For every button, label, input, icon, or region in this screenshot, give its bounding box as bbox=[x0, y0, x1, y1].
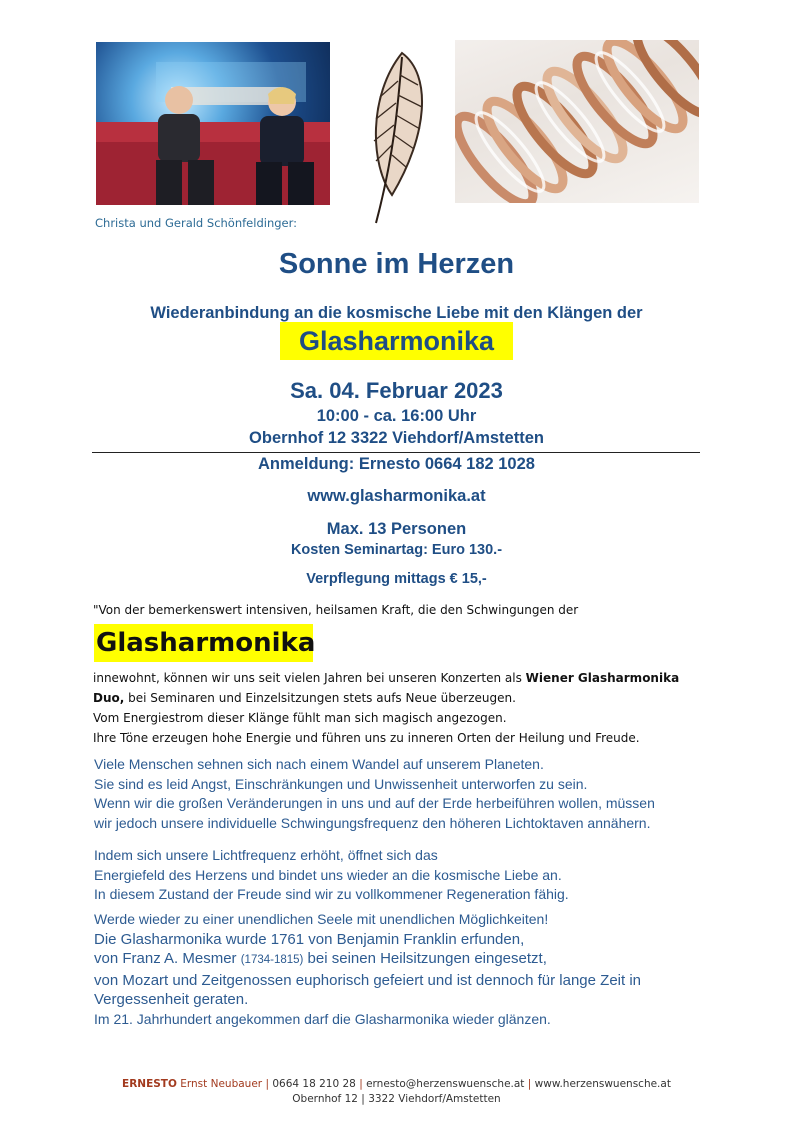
paragraph-line: wir jedoch unsere individuelle Schwingungsfrequenz den höheren Lichtoktaven annähern. bbox=[94, 814, 651, 831]
event-time: 10:00 - ca. 16:00 Uhr bbox=[316, 407, 477, 425]
paragraph-light bbox=[94, 846, 569, 905]
quote-bold: Duo, bbox=[93, 691, 125, 705]
paragraph-line: Indem sich unsere Lichtfrequenz erhöht, öffnet sich das bbox=[94, 847, 438, 863]
quote-body bbox=[93, 668, 679, 748]
paragraph-line: Sie sind es leid Angst, Einschränkungen und Unwissenheit unterworfen zu sein. bbox=[94, 775, 588, 792]
paragraph-history bbox=[94, 910, 641, 1029]
footer-phone: 0664 18 210 28 bbox=[272, 1078, 356, 1090]
quote-text: Ihre Töne erzeugen hohe Energie und führen uns zu inneren Orten der Heilung und Freude. bbox=[93, 731, 640, 745]
feather-illustration bbox=[340, 45, 450, 230]
quote-bold: Wiener Glasharmonika bbox=[525, 671, 680, 685]
paragraph-dates: (1734-1815) bbox=[240, 954, 304, 966]
quote-text: innewohnt, können wir uns seit vielen Jahren bei unseren Konzerten als bbox=[93, 671, 526, 685]
paragraph-line: Wenn wir die großen Veränderungen in uns und auf der Erde herbeiführen wollen, müssen bbox=[94, 795, 655, 811]
event-address: Obernhof 12 3322 Viehdorf/Amstetten bbox=[249, 429, 544, 447]
website-link[interactable]: www.glasharmonika.at bbox=[307, 487, 486, 505]
footer-separator: | bbox=[265, 1078, 269, 1090]
footer-separator: | bbox=[361, 1093, 365, 1105]
page-title: Sonne im Herzen bbox=[278, 248, 515, 280]
paragraph-line: Die Glasharmonika wurde 1761 von Benjamin Franklin erfunden, bbox=[94, 930, 525, 948]
instrument-highlight-2: Glasharmonika bbox=[94, 624, 313, 662]
costs: Kosten Seminartag: Euro 130.- bbox=[290, 542, 503, 558]
paragraph-line: Im 21. Jahrhundert angekommen darf die Glasharmonika wieder glänzen. bbox=[94, 1010, 551, 1027]
paragraph-text: von Franz A. Mesmer bbox=[94, 950, 241, 967]
quote-text: Vom Energiestrom dieser Klänge fühlt man sich magisch angezogen. bbox=[93, 711, 507, 725]
paragraph-text: bei seinen Heilsitzungen eingesetzt, bbox=[303, 950, 547, 967]
paragraph-line: von Mozart und Zeitgenossen euphorisch gefeiert und ist dennoch für lange Zeit in bbox=[94, 971, 642, 989]
footer-city: 3322 Viehdorf/Amstetten bbox=[368, 1093, 501, 1105]
photo-caption: Christa und Gerald Schönfeldinger: bbox=[95, 216, 298, 230]
paragraph-change bbox=[94, 755, 655, 833]
footer-brand: ERNESTO bbox=[122, 1078, 177, 1090]
duo-photo bbox=[96, 42, 330, 205]
paragraph-line: Energiefeld des Herzens und bindet uns wieder an die kosmische Liebe an. bbox=[94, 866, 562, 883]
paragraph-line: In diesem Zustand der Freude sind wir zu vollkommener Regeneration fähig. bbox=[94, 886, 569, 902]
event-date: Sa. 04. Februar 2023 bbox=[290, 378, 503, 403]
footer-email[interactable]: ernesto@herzenswuensche.at bbox=[366, 1078, 525, 1090]
footer-website[interactable]: www.herzenswuensche.at bbox=[534, 1078, 671, 1090]
max-persons: Max. 13 Personen bbox=[326, 520, 467, 538]
quote-intro: "Von der bemerkenswert intensiven, heilsamen Kraft, die den Schwingungen der bbox=[93, 603, 579, 617]
glass-harmonica-photo bbox=[455, 40, 699, 203]
page-subtitle: Wiederanbindung an die kosmische Liebe mit den Klängen der bbox=[150, 304, 643, 322]
paragraph-line: Vergessenheit geraten. bbox=[94, 991, 249, 1008]
footer-separator: | bbox=[359, 1078, 363, 1090]
footer-name: Ernst Neubauer bbox=[180, 1078, 263, 1090]
paragraph-line: Viele Menschen sehnen sich nach einem Wandel auf unserem Planeten. bbox=[94, 756, 544, 772]
footer-address bbox=[0, 1093, 793, 1105]
divider bbox=[92, 452, 700, 453]
footer-street: Obernhof 12 bbox=[292, 1093, 358, 1105]
registration-info: Anmeldung: Ernesto 0664 182 1028 bbox=[258, 455, 535, 473]
paragraph-line: Werde wieder zu einer unendlichen Seele mit unendlichen Möglichkeiten! bbox=[94, 911, 549, 927]
footer-separator: | bbox=[527, 1078, 532, 1090]
catering-price: Verpflegung mittags € 15,- bbox=[306, 571, 487, 587]
instrument-highlight: Glasharmonika bbox=[280, 322, 513, 360]
footer-contact bbox=[0, 1078, 793, 1090]
quote-text: bei Seminaren und Einzelsitzungen stets aufs Neue überzeugen. bbox=[124, 691, 516, 705]
